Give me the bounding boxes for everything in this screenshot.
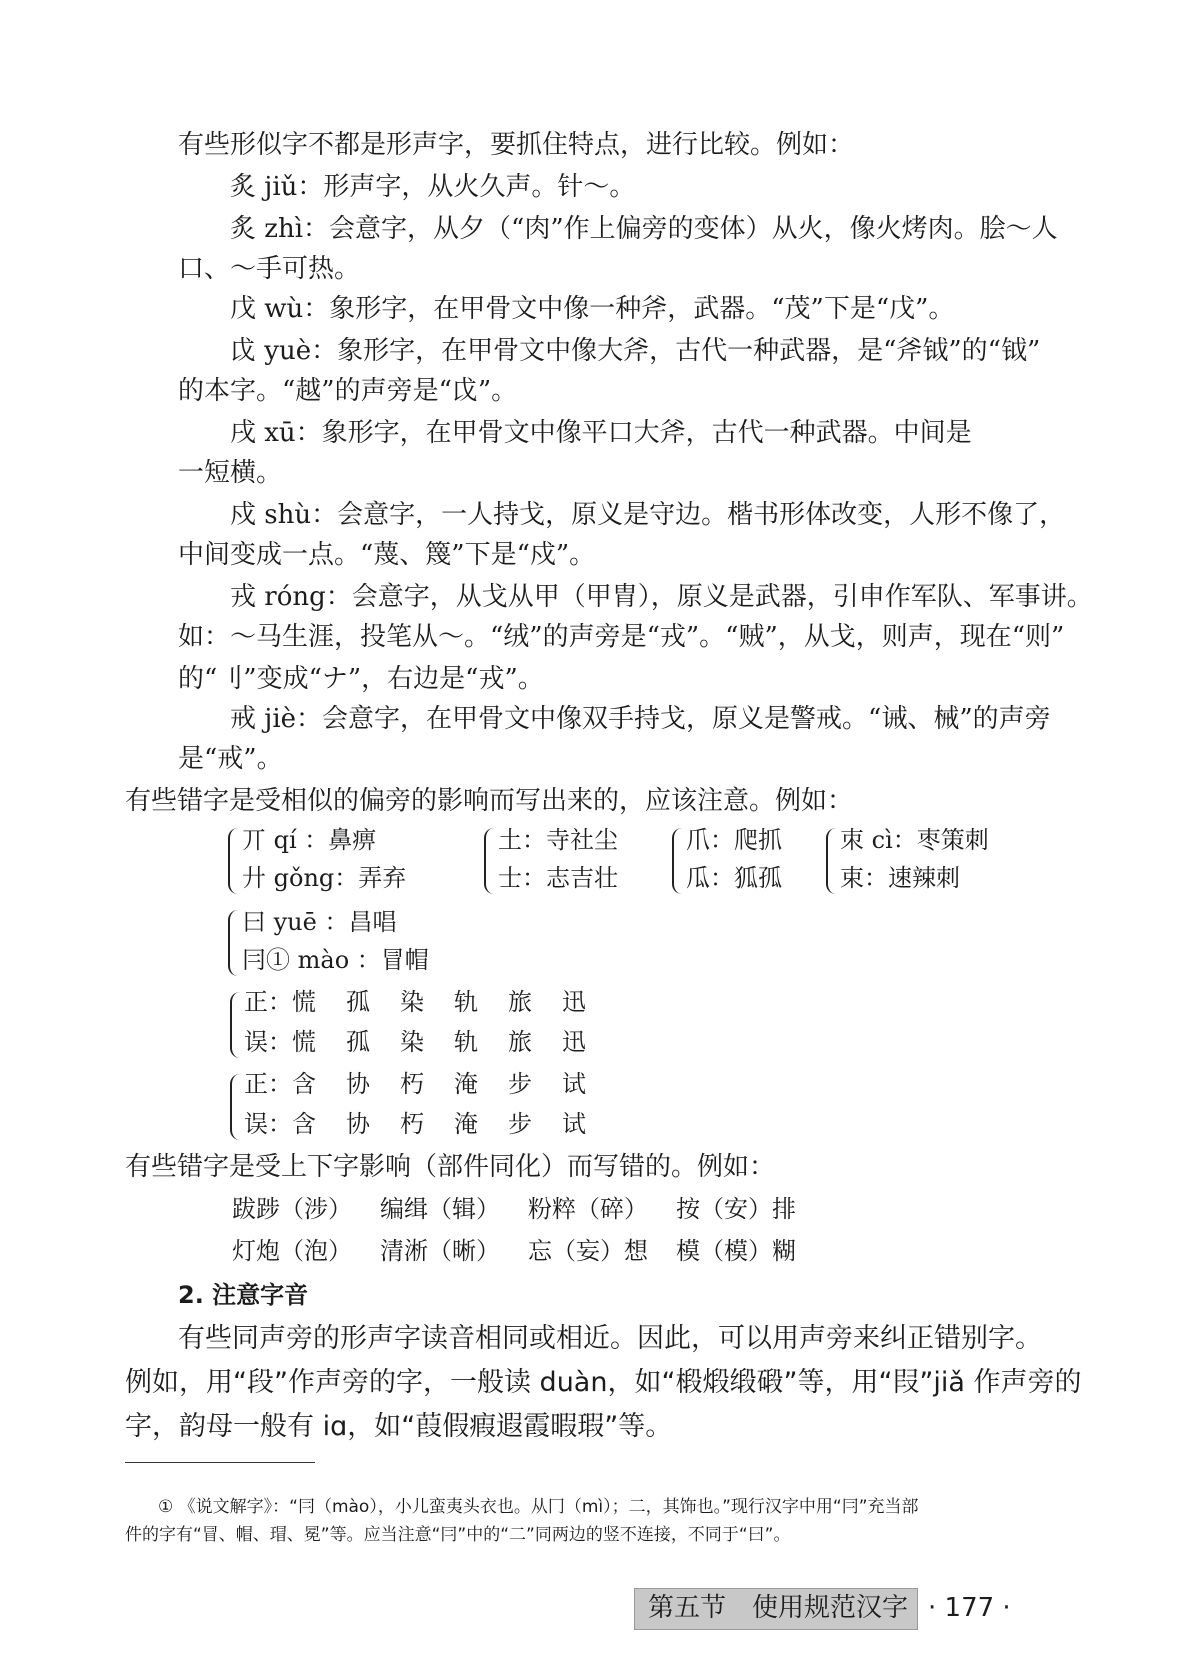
radical-bottom: 瓜：狐孤 (686, 864, 782, 892)
char: 轨 (454, 1028, 478, 1056)
entry-line: 一短横。 (178, 458, 283, 488)
correct-label: 正： (244, 1070, 292, 1098)
radical-top: 丌 qí ：鼻痹 (242, 826, 377, 854)
char: 含 (292, 1070, 316, 1098)
radical-top: 曰 yuē ：昌唱 (242, 908, 397, 936)
brace-mark (484, 828, 496, 894)
char: 旅 (508, 988, 532, 1016)
entry-line: 的本字。“越”的声旁是“戉”。 (178, 376, 518, 406)
wrong-label: 误： (244, 1028, 292, 1056)
brace-mark (230, 1074, 242, 1140)
char: 朽 (400, 1110, 424, 1138)
correct-row (244, 1068, 616, 1100)
page-number: · 177 · (928, 1593, 1011, 1623)
char: 迅 (562, 1028, 586, 1056)
wrong-label: 误： (244, 1110, 292, 1138)
char: 协 (346, 1070, 370, 1098)
char: 试 (562, 1070, 586, 1098)
radical-bottom: 廾 gǒng：弄弃 (242, 864, 407, 892)
char: 试 (562, 1110, 586, 1138)
paragraph-line: 字，韵母一般有 iɑ，如“葭假瘕遐霞暇瑕”等。 (125, 1411, 673, 1442)
footnote-line: ① 《说文解字》：“冃（mào），小儿蛮夷头衣也。从冂（mì）；二，其饰也。”现行汉字中用“冃”充当部 (158, 1497, 919, 1517)
example-word: 模（模）糊 (676, 1237, 796, 1265)
assimilation-row (232, 1234, 796, 1268)
char: 染 (400, 988, 424, 1016)
radical-top: 土：寺社尘 (498, 826, 618, 854)
example-word: 按（安）排 (676, 1195, 796, 1223)
brace-mark (230, 992, 242, 1058)
char: 协 (346, 1110, 370, 1138)
radical-bottom: 冃① mào ：冒帽 (242, 946, 429, 974)
entry-line: 戒 jiè：会意字，在甲骨文中像双手持戈，原义是警戒。“诫、械”的声旁 (230, 704, 1051, 734)
radical-top: 朿 cì：枣策刺 (840, 826, 989, 854)
footnote-rule (125, 1462, 315, 1463)
char: 迅 (562, 988, 586, 1016)
char: 含 (292, 1110, 316, 1138)
brace-mark (228, 910, 240, 976)
entry-line: 戌 xū：象形字，在甲骨文中像平口大斧，古代一种武器。中间是 (230, 418, 972, 448)
entry-line: 炙 jiǔ：形声字，从火久声。针～。 (230, 172, 636, 202)
radical-bottom: 束：速辣刺 (840, 864, 960, 892)
char: 旅 (508, 1028, 532, 1056)
entry-line: 是“戒”。 (178, 744, 283, 774)
brace-mark (826, 828, 838, 894)
example-word: 忘（妄）想 (528, 1237, 648, 1265)
entry-line: 中间变成一点。“蔑、篾”下是“戍”。 (178, 540, 596, 570)
radical-intro: 有些错字是受相似的偏旁的影响而写出来的，应该注意。例如： (125, 786, 854, 816)
entry-line: 戍 shù：会意字，一人持戈，原义是守边。楷书形体改变，人形不像了， (230, 500, 1066, 530)
entry-line: 的“刂”变成“ナ”，右边是“戎”。 (178, 664, 544, 694)
char: 步 (508, 1110, 532, 1138)
char: 慌 (292, 1028, 316, 1056)
entry-line: 炙 zhì：会意字，从夕（“肉”作上偏旁的变体）从火，像火烤肉。脍～人 (230, 214, 1058, 244)
correct-label: 正： (244, 988, 292, 1016)
wrong-row (244, 1026, 616, 1058)
footnote-line: 件的字有“冒、帽、瑁、冕”等。应当注意“冃”中的“二”同两边的竖不连接，不同于“曰”。 (125, 1525, 791, 1545)
footer-section-label: 第五节 使用规范汉字 (648, 1593, 909, 1623)
char: 轨 (454, 988, 478, 1016)
radical-top: 爪：爬抓 (686, 826, 782, 854)
brace-mark (228, 828, 240, 894)
entry-line: 戉 yuè：象形字，在甲骨文中像大斧，古代一种武器，是“斧钺”的“钺” (230, 336, 1041, 366)
entry-line: 如：～马生涯，投笔从～。“绒”的声旁是“戎”。“贼”，从戈，则声，现在“则” (178, 622, 1065, 652)
char: 步 (508, 1070, 532, 1098)
char: 朽 (400, 1070, 424, 1098)
entry-line: 口、～手可热。 (178, 254, 361, 284)
paragraph-line: 例如，用“段”作声旁的字，一般读 duàn，如“椴煅缎碫”等，用“叚”jiǎ 作声旁的 (125, 1367, 1082, 1398)
example-word: 清淅（晰） (380, 1237, 500, 1265)
char: 淹 (454, 1070, 478, 1098)
entry-line: 戎 róng：会意字，从戈从甲（甲胄），原义是武器，引申作军队、军事讲。 (230, 582, 1093, 612)
entry-line: 戊 wù：象形字，在甲骨文中像一种斧，武器。“茂”下是“戊”。 (230, 294, 955, 324)
char: 孤 (346, 1028, 370, 1056)
example-word: 灯炮（泡） (232, 1237, 352, 1265)
brace-mark (672, 828, 684, 894)
example-word: 粉粹（碎） (528, 1195, 648, 1223)
section-heading: 2. 注意字音 (178, 1281, 309, 1309)
assimilation-intro: 有些错字是受上下字影响（部件同化）而写错的。例如： (125, 1152, 776, 1182)
wrong-row (244, 1108, 616, 1140)
correct-row (244, 986, 616, 1018)
paragraph-line: 有些同声旁的形声字读音相同或相近。因此，可以用声旁来纠正错别字。 (178, 1323, 1042, 1354)
radical-bottom: 士：志吉壮 (498, 864, 618, 892)
assimilation-row (232, 1192, 796, 1226)
char: 慌 (292, 988, 316, 1016)
char: 淹 (454, 1110, 478, 1138)
char: 染 (400, 1028, 424, 1056)
example-word: 跋踄（涉） (232, 1195, 352, 1223)
char: 孤 (346, 988, 370, 1016)
intro-line: 有些形似字不都是形声字，要抓住特点，进行比较。例如： (178, 130, 855, 160)
example-word: 编缉（辑） (380, 1195, 500, 1223)
